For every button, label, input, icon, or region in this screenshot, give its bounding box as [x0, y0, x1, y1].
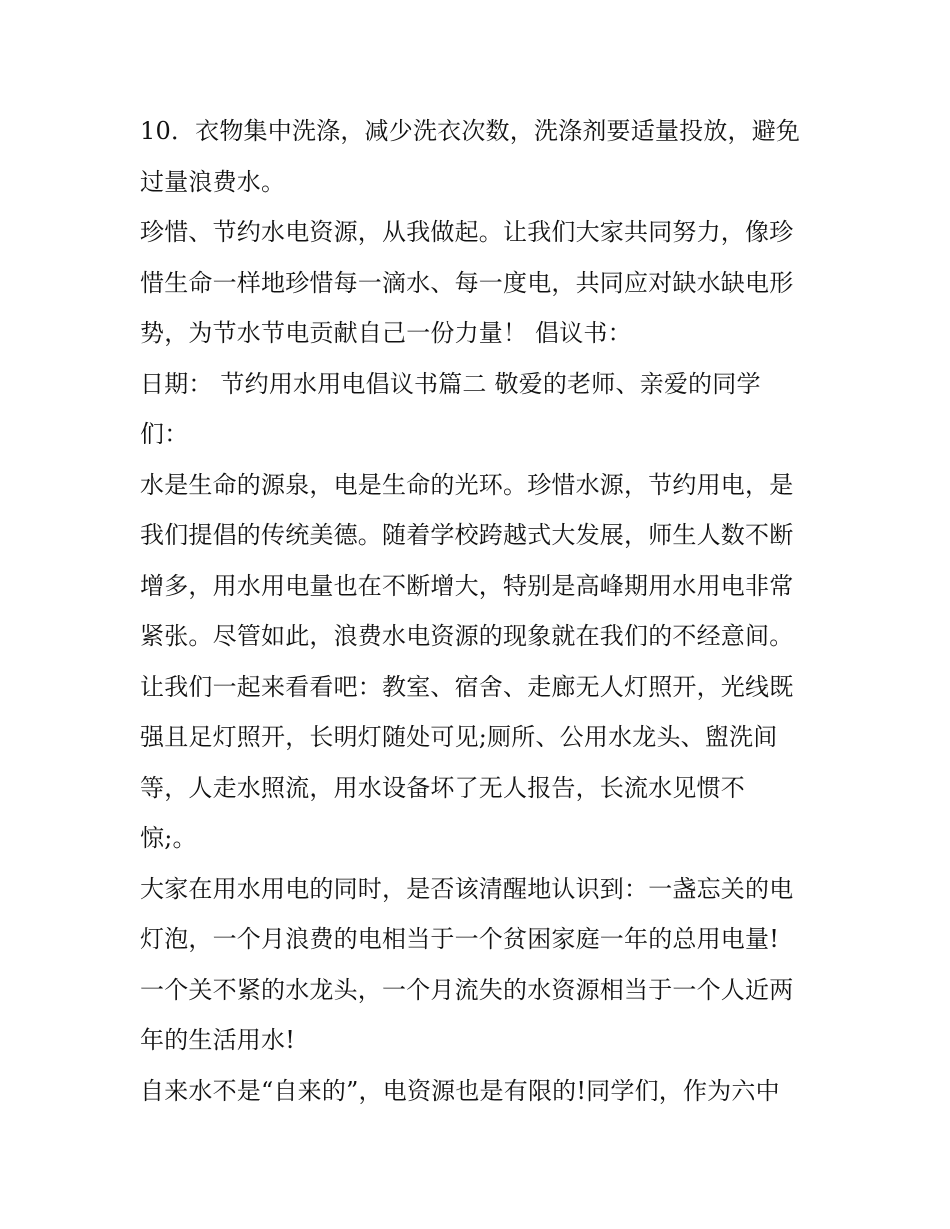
text-line: 10．衣物集中洗涤，减少洗衣次数，洗涤剂要适量投放，避免: [140, 117, 801, 145]
paragraph-proposal-heading: [140, 359, 820, 460]
text-line: 让我们一起来看看吧：教室、宿舍、走廊无人灯照开，光线既: [140, 672, 794, 701]
text-line: 等，人走水照流，用水设备坏了无人报告，长流水见惯不: [140, 773, 745, 802]
text-line: 过量浪费水。: [140, 167, 286, 196]
paragraph-water-life-source: [140, 460, 820, 864]
text-line: 惜生命一样地珍惜每一滴水、每一度电，共同应对缺水缺电形: [140, 268, 794, 297]
paragraph-cherish-resources: [140, 207, 820, 359]
document-body: [140, 106, 820, 1116]
text-line: 大家在用水用电的同时，是否该清醒地认识到：一盏忘关的电: [140, 874, 794, 903]
text-line: 们：: [140, 420, 189, 448]
text-line: 紧张。尽管如此，浪费水电资源的现象就在我们的不经意间。: [140, 622, 794, 650]
text-line: 我们提倡的传统美德。随着学校跨越式大发展，师生人数不断: [140, 521, 794, 549]
text-line: 势，为节水节电贡献自己一份力量！ 倡议书：: [140, 319, 632, 347]
text-line: 惊;。: [140, 824, 197, 852]
paragraph-laundry-tip: [140, 106, 820, 207]
text-line: 珍惜、节约水电资源，从我做起。让我们大家共同努力，像珍: [140, 218, 794, 246]
text-line: 强且足灯照开，长明灯随处可见;厕所、公用水龙头、盥洗间: [140, 723, 778, 751]
text-line: 水是生命的源泉，电是生命的光环。珍惜水源，节约用电，是: [140, 470, 794, 499]
paragraph-awareness: [140, 864, 820, 1066]
text-line: 日期： 节约用水用电倡议书篇二 敬爱的老师、亲爱的同学: [140, 369, 761, 398]
text-line: 增多，用水用电量也在不断增大，特别是高峰期用水用电非常: [140, 571, 794, 600]
paragraph-tap-water: [140, 1066, 820, 1117]
text-line: 灯泡，一个月浪费的电相当于一个贫困家庭一年的总用电量!: [140, 925, 780, 953]
text-line: 年的生活用水!: [140, 1026, 296, 1054]
text-line: 自来水不是“自来的”，电资源也是有限的!同学们，作为六中: [140, 1076, 780, 1105]
text-line: 一个关不紧的水龙头，一个月流失的水资源相当于一个人近两: [140, 975, 794, 1004]
